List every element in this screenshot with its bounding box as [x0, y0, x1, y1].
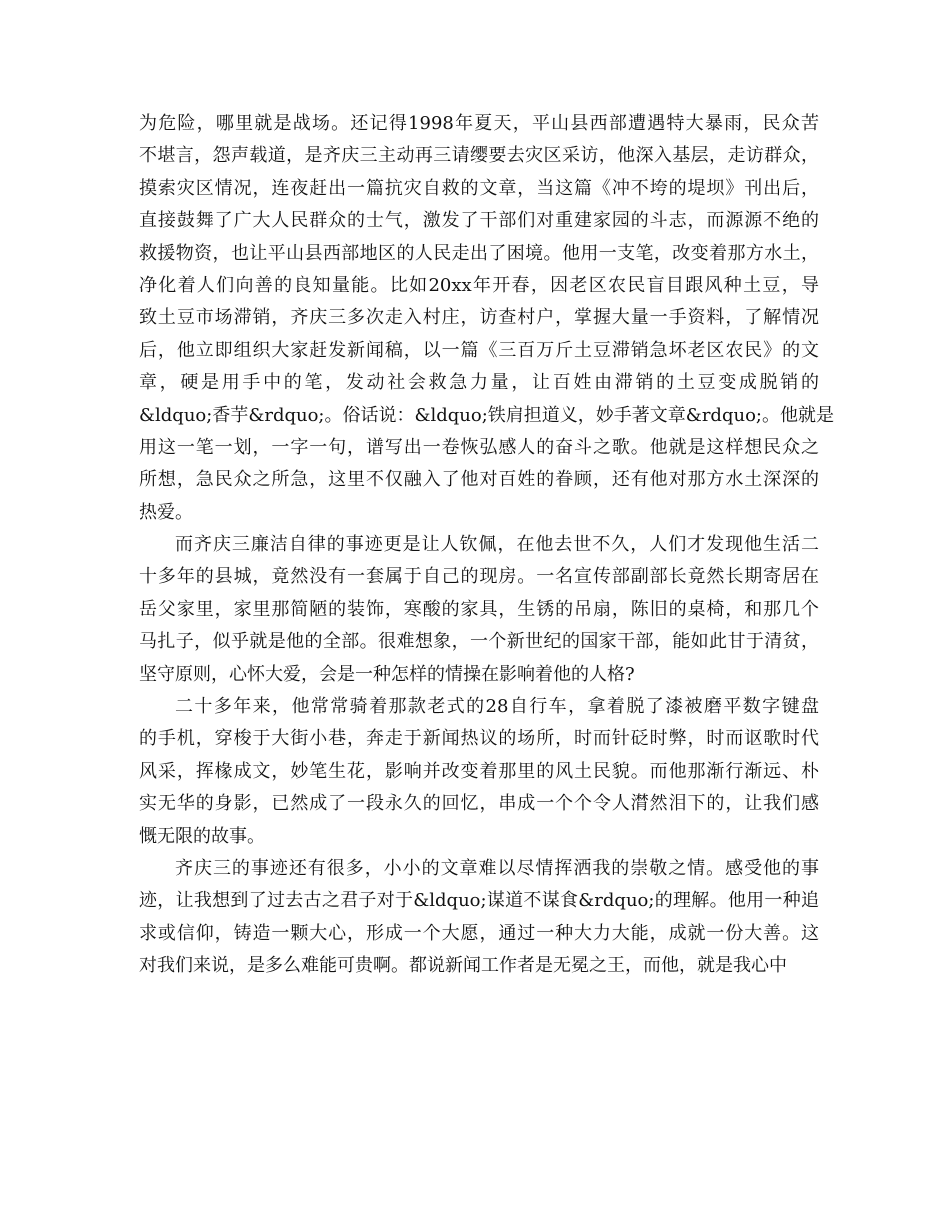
text-line: 不堪言，怨声载道，是齐庆三主动再三请缨要去灾区采访，他深入基层，走访群众，: [139, 145, 819, 167]
text-line: 摸索灾区情况，连夜赶出一篇抗灾自救的文章，当这篇《冲不垮的堤坝》刊出后，: [139, 177, 819, 199]
text-line: 热爱。: [139, 501, 193, 523]
text-line: 迹，让我想到了过去古之君子对于&ldquo;谋道不谋食&rdquo;的理解。他用一种追: [139, 890, 819, 912]
text-line: 而齐庆三廉洁自律的事迹更是让人钦佩，在他去世不久，人们才发现他生活二: [175, 534, 819, 556]
text-line: 为危险，哪里就是战场。还记得1998年夏天，平山县西部遭遇特大暴雨，民众苦: [139, 113, 819, 134]
text-line: &ldquo;香芋&rdquo;。俗话说：&ldquo;铁肩担道义，妙手著文章&rdquo;。他就是: [139, 404, 834, 426]
text-line: 齐庆三的事迹还有很多，小小的文章难以尽情挥洒我的崇敬之情。感受他的事: [175, 857, 819, 879]
text-line: 坚守原则，心怀大爱，会是一种怎样的情操在影响着他的人格?: [139, 663, 635, 685]
text-line: 风采，挥椽成文，妙笔生花，影响并改变着那里的风土民貌。而他那渐行渐远、朴: [139, 760, 819, 782]
text-line: 净化着人们向善的良知量能。比如20xx年开春，因老区农民盲目跟风种土豆，导: [139, 274, 819, 296]
text-line: 致土豆市场滞销，齐庆三多次走入村庄，访查村户，掌握大量一手资料，了解情况: [139, 307, 819, 329]
text-line: 十多年的县城，竟然没有一套属于自己的现房。一名宣传部副部长竟然长期寄居在: [139, 566, 819, 588]
document-page: [139, 108, 834, 983]
text-line: 求或信仰，铸造一颗大心，形成一个大愿，通过一种大力大能，成就一份大善。这: [139, 922, 819, 944]
text-line: 章，硬是用手中的笔，发动社会救急力量，让百姓由滞销的土豆变成脱销的: [139, 372, 819, 394]
text-line: 慨无限的故事。: [139, 825, 265, 847]
text-line: 所想，急民众之所急，这里不仅融入了他对百姓的眷顾，还有他对那方水土深深的: [139, 469, 819, 491]
text-line: 马扎子，似乎就是他的全部。很难想象，一个新世纪的国家干部，能如此甘于清贫，: [139, 631, 819, 653]
text-line: 实无华的身影，已然成了一段永久的回忆，串成一个个令人潸然泪下的，让我们感: [139, 793, 819, 815]
text-line: 岳父家里，家里那简陋的装饰，寒酸的家具，生锈的吊扇，陈旧的桌椅，和那几个: [139, 598, 819, 620]
text-line: 直接鼓舞了广大人民群众的士气，激发了干部们对重建家园的斗志，而源源不绝的: [139, 210, 819, 232]
text-line: 二十多年来，他常常骑着那款老式的28自行车，拿着脱了漆被磨平数字键盘: [175, 696, 819, 718]
text-line: 的手机，穿梭于大街小巷，奔走于新闻热议的场所，时而针砭时弊，时而讴歌时代: [139, 728, 819, 750]
text-line: 救援物资，也让平山县西部地区的人民走出了困境。他用一支笔，改变着那方水土，: [139, 242, 819, 264]
text-line: 对我们来说，是多么难能可贵啊。都说新闻工作者是无冕之王，而他，就是我心中: [139, 955, 787, 977]
text-line: 用这一笔一划，一字一句，谱写出一卷恢弘感人的奋斗之歌。他就是这样想民众之: [139, 436, 819, 458]
text-line: 后，他立即组织大家赶发新闻稿，以一篇《三百万斤土豆滞销急坏老区农民》的文: [139, 339, 819, 361]
